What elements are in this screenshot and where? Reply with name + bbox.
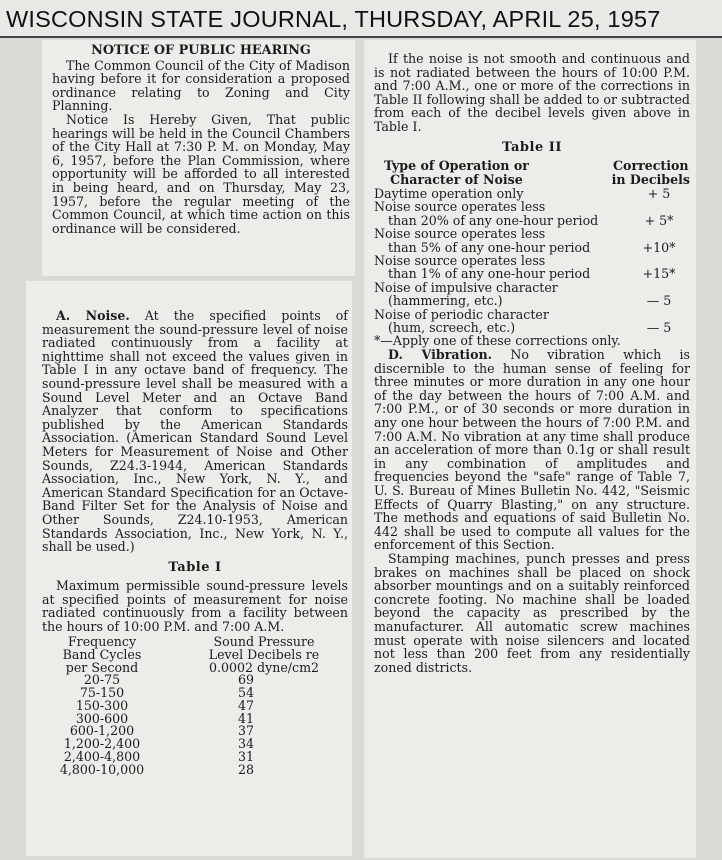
table-2-row bbox=[374, 187, 690, 200]
correction-cell: — 5 bbox=[646, 320, 672, 336]
table-2-header bbox=[374, 159, 690, 186]
correction-cell: + 5 bbox=[647, 185, 671, 201]
operation-cell bbox=[374, 200, 628, 227]
noise-heading: A. Noise. bbox=[56, 308, 130, 323]
operation-subtext: than 1% of any one-hour period bbox=[388, 266, 591, 282]
notice-title: NOTICE OF PUBLIC HEARING bbox=[91, 43, 311, 58]
operation-text: Daytime operation only bbox=[374, 185, 524, 201]
operation-text: Noise source operates less bbox=[374, 226, 546, 242]
decibel-level-cell: 28 bbox=[237, 761, 255, 777]
operation-subtext: (hammering, etc.) bbox=[388, 293, 503, 309]
table-2-col-operation: Type of Operation or Character of Noise bbox=[384, 158, 529, 187]
noise-clipping bbox=[26, 281, 352, 856]
table-2-row bbox=[374, 281, 690, 308]
table-2-row bbox=[374, 227, 690, 254]
decibel-level-cell: 69 bbox=[237, 672, 255, 688]
table-1 bbox=[42, 635, 348, 777]
notice-clipping bbox=[42, 40, 355, 276]
table-2-row bbox=[374, 308, 690, 335]
vibration-text: No vibration which is discernible to the human sense of feeling for three minutes or more duration in any one hour of the day between the hours of 7:00 A.M. and 7:00 P.M., or of 30 seconds or more duration in any one hour between the hours of 7:00 P.M. and 7:00 A.M. No vibration at any time shall produce an acceleration of more than 0.1g or shall result in any combination of amplitudes and frequencies beyond the "safe" range of Table 7, U. S. Bureau of Mines Bulletin No. 442, "Seismic Effects of Quarry Blasting," on any structure. The methods and equations of said Bulletin No. 442 shall be used to compute all values for the enforcement of this Section. bbox=[374, 347, 690, 553]
correction-cell: + 5* bbox=[644, 212, 674, 228]
vibration-paragraph-2: Stamping machines, punch presses and press brakes on machines shall be placed on shock absorber mountings and on a suitably reinforced concrete footing. No machine shall be loaded beyond the capacity as prescribed by the manufacturer. All automatic screw machines must operate with noise silencers and located not less than 200 feet from any residentially zoned districts. bbox=[374, 550, 690, 675]
table-1-body bbox=[42, 674, 348, 776]
table-2-row bbox=[374, 200, 690, 227]
frequency-band-cell: 4,800-10,000 bbox=[59, 761, 145, 777]
frequency-band-cell: 600-1,200 bbox=[69, 723, 135, 739]
operation-text: Noise of impulsive character bbox=[374, 279, 558, 295]
operation-subtext: (hum, screech, etc.) bbox=[388, 320, 516, 336]
table-2-footnote: *—Apply one of these corrections only. bbox=[374, 333, 621, 349]
table-2-row bbox=[374, 254, 690, 281]
operation-subtext: than 5% of any one-hour period bbox=[388, 239, 591, 255]
frequency-band-cell: 2,400-4,800 bbox=[63, 749, 141, 765]
operation-cell bbox=[374, 187, 628, 200]
decibel-level-cell: 37 bbox=[237, 723, 255, 739]
decibel-level-cell: 54 bbox=[237, 685, 255, 701]
operation-subtext: than 20% of any one-hour period bbox=[388, 212, 599, 228]
frequency-band-cell: 75-150 bbox=[79, 685, 125, 701]
noise-text: At the specified points of measurement the sound-pressure level of noise radiated continuously from a facility at nighttime shall not exceed the values given in Table I in any octave band of frequency. The sound-pressure level shall be measured with a Sound Level Meter and an Octave Band Analyzer that conform to specifications published by the American Standards Association. (American Standard Sound Level Meters for Measurement of Noise and Other Sounds, Z24.3-1944, American Standards Association, Inc., New York, N. Y., and American Standard Specification for an Octave-Band Filter Set for the Analysis of Noise and Other Sounds, Z24.10-1953, American Standards Association, Inc., New York, N. Y., shall be used.) bbox=[42, 308, 348, 555]
correction-cell: +10* bbox=[642, 239, 676, 255]
operation-cell bbox=[374, 227, 628, 254]
notice-paragraph-1: The Common Council of the City of Madison having before it for consideration a proposed ordinance relating to Zoning and City Planning. bbox=[52, 57, 350, 114]
table-1-col-frequency: Frequency Band Cycles per Second bbox=[62, 633, 142, 676]
notice-paragraph-2: Notice Is Hereby Given, That public hearings will be held in the Council Chambers of the City Hall at 7:30 P. M. on Monday, May 6, 1957, before the Plan Commission, where opportunity will be afforded to all interested in being heard, and on Thursday, May 23, 1957, before the regular meeting of the Common Council, at which time action on this ordinance will be considered. bbox=[52, 111, 350, 236]
decibel-level-cell: 31 bbox=[237, 749, 255, 765]
right-column-clipping bbox=[364, 40, 696, 858]
operation-cell bbox=[374, 308, 628, 335]
decibel-level-cell: 34 bbox=[237, 736, 255, 752]
decibel-level-cell: 41 bbox=[237, 710, 255, 726]
noise-paragraph bbox=[42, 309, 348, 554]
frequency-band-cell: 300-600 bbox=[75, 710, 129, 726]
correction-cell: +15* bbox=[642, 266, 676, 282]
vibration-paragraph bbox=[374, 348, 690, 552]
table-1-intro: Maximum permissible sound-pressure levels at specified points of measurement for noise radiated continuously from a facility between the hours of 10:00 P.M. and 7:00 A.M. bbox=[42, 578, 348, 635]
operation-text: Noise of periodic character bbox=[374, 306, 549, 322]
operation-cell bbox=[374, 281, 628, 308]
operation-text: Noise source operates less bbox=[374, 253, 546, 268]
table-1-header bbox=[42, 635, 348, 675]
table-2-body bbox=[374, 187, 690, 334]
table-1-title: Table I bbox=[168, 559, 222, 575]
table-2-intro: If the noise is not smooth and continuous and is not radiated between the hours of 10:00 P.M. and 7:00 A.M., one or more of the corrections in Table II following shall be added to or subtracted from each of the decibel levels given above in Table I. bbox=[374, 51, 690, 134]
decibel-level-cell: 47 bbox=[237, 697, 255, 713]
operation-text: Noise source operates less bbox=[374, 199, 546, 215]
newspaper-masthead: WISCONSIN STATE JOURNAL, THURSDAY, APRIL 25, 1957 bbox=[0, 0, 722, 38]
operation-cell bbox=[374, 254, 628, 281]
vibration-heading: D. Vibration. bbox=[388, 347, 493, 363]
table-2-col-correction: Correction in Decibels bbox=[611, 158, 690, 187]
frequency-band-cell: 20-75 bbox=[83, 672, 121, 688]
table-1-col-sound-pressure: Sound Pressure Level Decibels re 0.0002 dyne/cm2 bbox=[208, 633, 320, 676]
table-2-title: Table II bbox=[502, 139, 562, 155]
correction-cell: — 5 bbox=[646, 293, 672, 309]
frequency-band-cell: 1,200-2,400 bbox=[63, 736, 141, 752]
table-1-row bbox=[42, 761, 348, 777]
frequency-band-cell: 150-300 bbox=[75, 697, 129, 713]
